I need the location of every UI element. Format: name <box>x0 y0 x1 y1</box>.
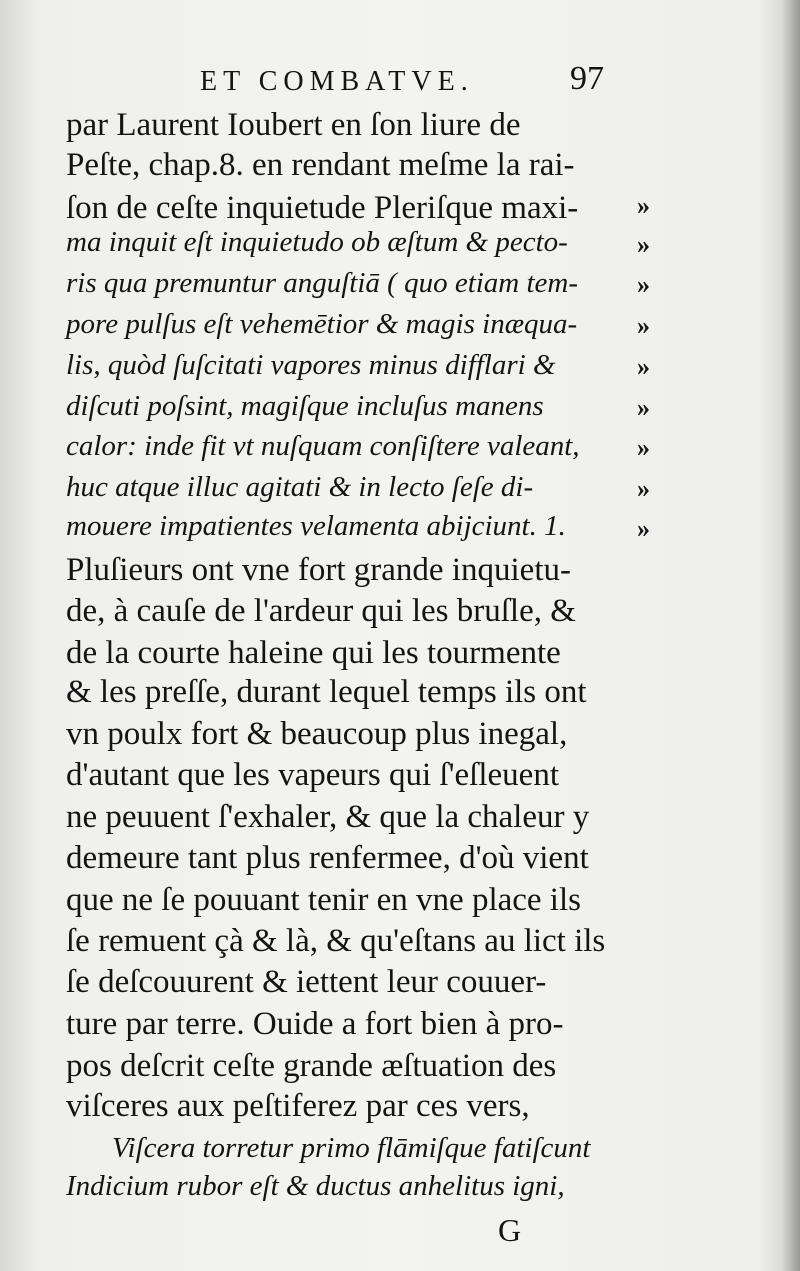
quote-margin-mark: » <box>637 311 650 340</box>
text-line: d'autant que les vapeurs qui ſ'eſleuent <box>66 757 559 793</box>
text-line: viſceres aux peſtiferez par ces vers, <box>66 1088 530 1124</box>
text-line: calor: inde fit vt nuſquam conſiſtere valeant, <box>66 430 580 462</box>
text-line: de, à cauſe de l'ardeur qui les bruſle, & <box>66 593 576 629</box>
text-line: demeure tant plus renfermee, d'où vient <box>66 840 589 876</box>
quote-margin-mark: » <box>637 191 650 220</box>
text-line: diſcuti poſsint, magiſque incluſus manens <box>66 390 544 422</box>
text-line: ris qua premuntur anguſtiā ( quo etiam tem- <box>66 267 579 299</box>
text-line: mouere impatientes velamenta abijciunt. 1. <box>66 510 566 542</box>
text-line: Peſte, chap.8. en rendant meſme la rai- <box>66 147 575 183</box>
text-line: ſon de ceſte inquietude Pleriſque maxi- <box>66 190 579 226</box>
text-line: pore pulſus eſt vehemētior & magis inæqua- <box>66 308 578 340</box>
quote-margin-mark: » <box>637 230 650 259</box>
quote-margin-mark: » <box>637 270 650 299</box>
text-line: & les preſſe, durant lequel temps ils ont <box>66 674 587 710</box>
quote-margin-mark: » <box>637 474 650 503</box>
text-line: Viſcera torretur primo flāmiſque fatiſcunt <box>112 1132 591 1164</box>
quote-margin-mark: » <box>637 352 650 381</box>
running-title: ET COMBATVE. <box>200 66 474 97</box>
text-line: ſe deſcouurent & iettent leur couuer- <box>66 964 547 1000</box>
text-line: de la courte haleine qui les tourmente <box>66 635 561 671</box>
text-line: ture par terre. Ouide a fort bien à pro- <box>66 1006 564 1042</box>
quote-margin-mark: » <box>637 433 650 462</box>
text-line: Pluſieurs ont vne fort grande inquietu- <box>66 552 571 588</box>
text-line: ſe remuent çà & là, & qu'eſtans au lict ils <box>66 923 606 959</box>
text-line: lis, quòd ſuſcitati vapores minus difflari & <box>66 349 556 381</box>
text-line: huc atque illuc agitati & in lecto ſeſe di- <box>66 471 534 503</box>
page-number: 97 <box>570 60 604 97</box>
signature-mark: G <box>498 1212 522 1248</box>
text-line: ma inquit eſt inquietudo ob æſtum & pecto- <box>66 226 568 258</box>
text-line: Indicium rubor eſt & ductus anhelitus igni, <box>66 1170 565 1202</box>
text-line: par Laurent Ioubert en ſon liure de <box>66 107 521 143</box>
quote-margin-mark: » <box>637 393 650 422</box>
quote-margin-mark: » <box>637 514 650 543</box>
text-line: ne peuuent ſ'exhaler, & que la chaleur y <box>66 799 590 835</box>
text-line: vn poulx fort & beaucoup plus inegal, <box>66 716 568 752</box>
text-line: que ne ſe pouuant tenir en vne place ils <box>66 882 581 918</box>
text-line: pos deſcrit ceſte grande æſtuation des <box>66 1048 557 1084</box>
